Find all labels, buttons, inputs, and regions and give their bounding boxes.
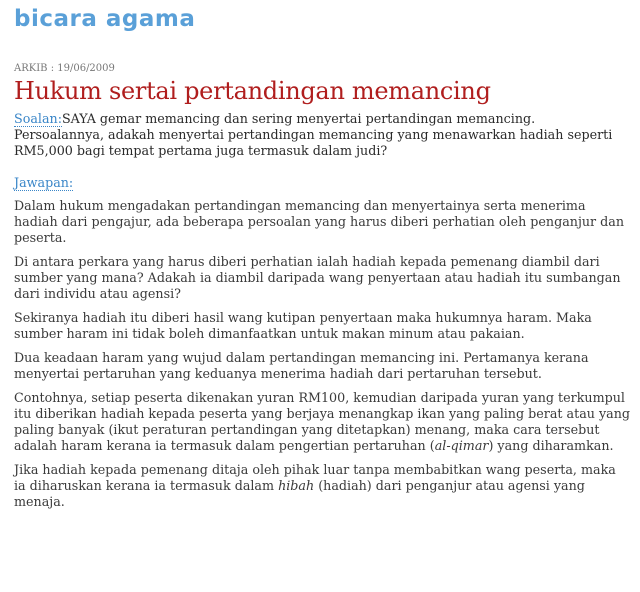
answer-paragraph: Dua keadaan haram yang wujud dalam pertandingan memancing ini. Pertamanya kerana menyertai pertaruhan yang keduanya menerima hadiah dari pertaruhan tersebut. (14, 350, 589, 381)
paragraph-text: Contohnya, setiap peserta dikenakan yuran RM100, kemudian daripada yuran yang terkumpul itu diberikan hadiah kepada peserta yang berjaya menangkap ikan yang paling berat atau yang paling banyak (ikut peraturan pertandingan yang ditetapkan) menang, maka cara tersebut adalah haram kerana ia termasuk dalam pengertian pertaruhan ( (14, 390, 630, 453)
answer-paragraph: Dalam hukum mengadakan pertandingan memancing dan menyertainya serta menerima hadiah dari pengajur, ada beberapa persoalan yang harus diberi perhatian oleh penganjur dan peserta. (14, 198, 625, 245)
answer-body (14, 198, 630, 518)
answer-paragraph: Di antara perkara yang harus diberi perhatian ialah hadiah kepada pemenang diambil dari sumber yang mana? Adakah ia diambil daripada wang penyertaan atau hadiah itu sumbangan dari individu atau agensi? (14, 254, 621, 301)
answer-label: Jawapan: (14, 175, 74, 190)
archive-date: ARKIB : 19/06/2009 (14, 63, 115, 74)
paragraph-text: Jika hadiah kepada pemenang ditaja oleh pihak luar tanpa membabitkan wang peserta, maka ia diharuskan kerana ia termasuk dalam (14, 462, 616, 493)
paragraph-text: (hadiah) dari penganjur atau agensi yang menaja. (14, 478, 585, 509)
italic-term: hibah (278, 478, 315, 493)
paragraph-text: ) yang diharamkan. (488, 438, 614, 453)
question-block (14, 111, 626, 159)
answer-paragraph (14, 462, 630, 510)
section-title[interactable]: bicara agama (14, 6, 196, 32)
answer-paragraph (14, 390, 630, 454)
answer-paragraph: Sekiranya hadiah itu diberi hasil wang kutipan penyertaan maka hukumnya haram. Maka sumber haram ini tidak boleh dimanfaatkan untuk makan minum atau pakaian. (14, 310, 592, 341)
italic-term: al-qimar (434, 438, 489, 453)
question-text: SAYA gemar memancing dan sering menyertai pertandingan memancing. Persoalannya, adakah menyertai pertandingan memancing yang menawarkan hadiah seperti RM5,000 bagi tempat pertama juga termasuk dalam judi? (14, 111, 613, 158)
answer-heading (14, 175, 73, 191)
question-label: Soalan: (14, 111, 62, 126)
article-headline: Hukum sertai pertandingan memancing (14, 77, 491, 105)
